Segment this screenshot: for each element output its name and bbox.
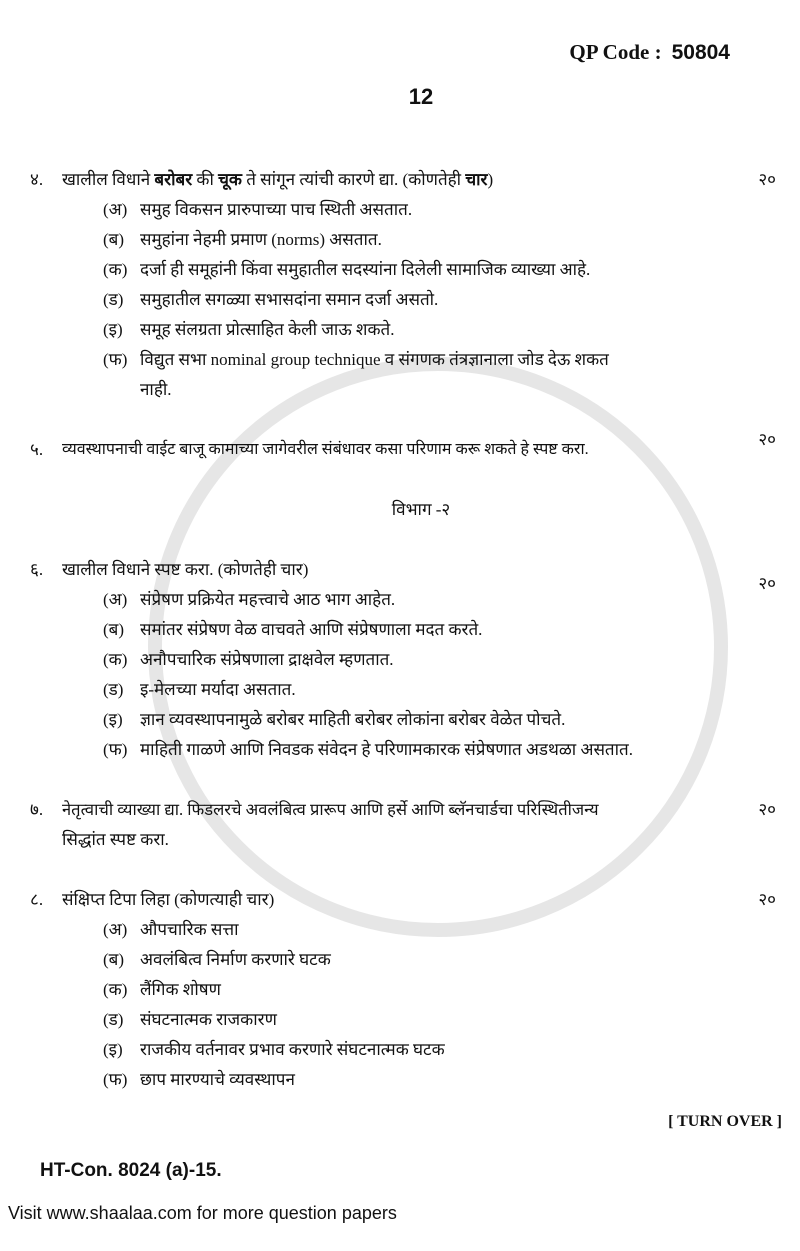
item-text: समूह संलग्रता प्रोत्साहित केली जाऊ शकते. [140, 320, 395, 339]
item-label: (क) [103, 650, 128, 669]
question-number: ७. [30, 800, 44, 819]
qp-code [30, 38, 782, 67]
item-label: (इ) [103, 1040, 123, 1059]
item-label: (फ) [103, 350, 128, 369]
item-label: (अ) [103, 920, 128, 939]
qp-code-value: 50804 [671, 41, 730, 64]
item-label: (इ) [103, 320, 123, 339]
item-label: (ड) [103, 1010, 124, 1029]
question-8 [30, 885, 782, 1095]
list-item [62, 1005, 726, 1035]
item-text: छाप मारण्याचे व्यवस्थापन [140, 1070, 295, 1089]
marks: २० [758, 170, 776, 189]
question-number: ६. [30, 560, 44, 579]
item-label: (ब) [103, 620, 125, 639]
item-text: दर्जा ही समूहांनी किंवा समुहातील सदस्यांना दिलेली सामाजिक व्याख्या आहे. [140, 260, 591, 279]
item-text: संघटनात्मक राजकारण [140, 1010, 277, 1029]
item-text: अनौपचारिक संप्रेषणाला द्राक्षवेल म्हणतात. [140, 650, 394, 669]
list-item [62, 585, 726, 615]
item-text: औपचारिक सत्ता [140, 920, 239, 939]
list-item [62, 1065, 726, 1095]
item-label: (अ) [103, 590, 128, 609]
list-item [62, 915, 726, 945]
ht-con-code: HT-Con. 8024 (a)-15. [40, 1160, 222, 1181]
item-text: राजकीय वर्तनावर प्रभाव करणारे संघटनात्मक घटक [140, 1040, 445, 1059]
list-item [62, 1035, 726, 1065]
question-number: ४. [30, 170, 44, 189]
question-text [62, 165, 726, 195]
list-item [62, 225, 726, 255]
item-text: विद्युत सभा nominal group technique व संगणक तंत्रज्ञानाला जोड देऊ शकत [140, 350, 609, 369]
marks: २० [758, 574, 776, 593]
item-label: (क) [103, 980, 128, 999]
item-label: (अ) [103, 200, 128, 219]
text-part-bold: चूक [218, 170, 242, 189]
item-text: समांतर संप्रेषण वेळ वाचवते आणि संप्रेषणाला मदत करते. [140, 620, 483, 639]
page-number: 12 [408, 84, 434, 109]
question-text: नेतृत्वाची व्याख्या द्या. फिडलरचे अवलंबित्व प्रारूप आणि हर्से आणि ब्लॅनचार्डचा परिस्थितीजन्य [62, 800, 599, 819]
question-text: व्यवस्थापनाची वाईट बाजू कामाच्या जागेवरील संबंधावर कसा परिणाम करू शकते हे स्पष्ट करा. [62, 441, 589, 458]
item-text: लैंगिक शोषण [140, 980, 221, 999]
question-text: संक्षिप्त टिपा लिहा (कोणत्याही चार) [62, 890, 275, 909]
item-label: (ब) [103, 230, 125, 249]
item-text: अवलंबित्व निर्माण करणारे घटक [140, 950, 331, 969]
list-item [62, 675, 726, 705]
section-title: विभाग -२ [391, 500, 451, 519]
item-list [62, 195, 726, 405]
question-number: ५. [30, 440, 44, 459]
text-part-bold: चार [465, 170, 488, 189]
footer-text: Visit www.shaalaa.com for more question papers [8, 1203, 397, 1223]
item-label: (ड) [103, 290, 124, 309]
item-text: समुह विकसन प्रारुपाच्या पाच स्थिती असतात. [140, 200, 413, 219]
list-item [62, 705, 726, 735]
item-label: (क) [103, 260, 128, 279]
text-part: की [192, 170, 219, 189]
turn-over: [ TURN OVER ] [668, 1113, 782, 1130]
question-7 [30, 795, 782, 855]
item-text: समुहांना नेहमी प्रमाण (norms) असतात. [140, 230, 382, 249]
list-item [62, 945, 726, 975]
question-4 [30, 165, 782, 405]
question-number: ८. [30, 890, 44, 909]
text-part-bold: बरोबर [154, 170, 193, 189]
item-label: (फ) [103, 740, 128, 759]
text-part: ) [487, 170, 494, 189]
text-part: ते सांगून त्यांची कारणे द्या. (कोणतेही [241, 170, 466, 189]
list-item [62, 255, 726, 285]
item-list [62, 915, 726, 1095]
item-label: (फ) [103, 1070, 128, 1089]
question-text: खालील विधाने स्पष्ट करा. (कोणतेही चार) [62, 560, 309, 579]
list-item [62, 315, 726, 345]
item-text: समुहातील सगळ्या सभासदांना समान दर्जा असतो. [140, 290, 439, 309]
question-5 [30, 430, 782, 465]
list-item [62, 975, 726, 1005]
item-label: (ब) [103, 950, 125, 969]
item-label: (इ) [103, 710, 123, 729]
item-label: (ड) [103, 680, 124, 699]
text-part: खालील विधाने [62, 170, 155, 189]
list-item [62, 615, 726, 645]
list-item [62, 735, 726, 765]
marks: २० [758, 430, 776, 449]
marks: २० [758, 800, 776, 819]
item-text: ज्ञान व्यवस्थापनामुळे बरोबर माहिती बरोबर लोकांना बरोबर वेळेत पोचते. [140, 710, 566, 729]
list-item [62, 195, 726, 225]
list-item [62, 345, 726, 405]
qp-label: QP Code : [569, 40, 662, 64]
list-item [62, 285, 726, 315]
item-text-continued: नाही. [140, 380, 172, 399]
question-6 [30, 555, 782, 765]
item-text: इ-मेलच्या मर्यादा असतात. [140, 680, 296, 699]
list-item [62, 645, 726, 675]
item-text: माहिती गाळणे आणि निवडक संवेदन हे परिणामकारक संप्रेषणात अडथळा असतात. [140, 740, 633, 759]
marks: २० [758, 890, 776, 909]
question-text-continued: सिद्धांत स्पष्ट करा. [62, 830, 169, 849]
item-text: संप्रेषण प्रक्रियेत महत्त्वाचे आठ भाग आहेत. [140, 590, 396, 609]
item-list [62, 585, 726, 765]
